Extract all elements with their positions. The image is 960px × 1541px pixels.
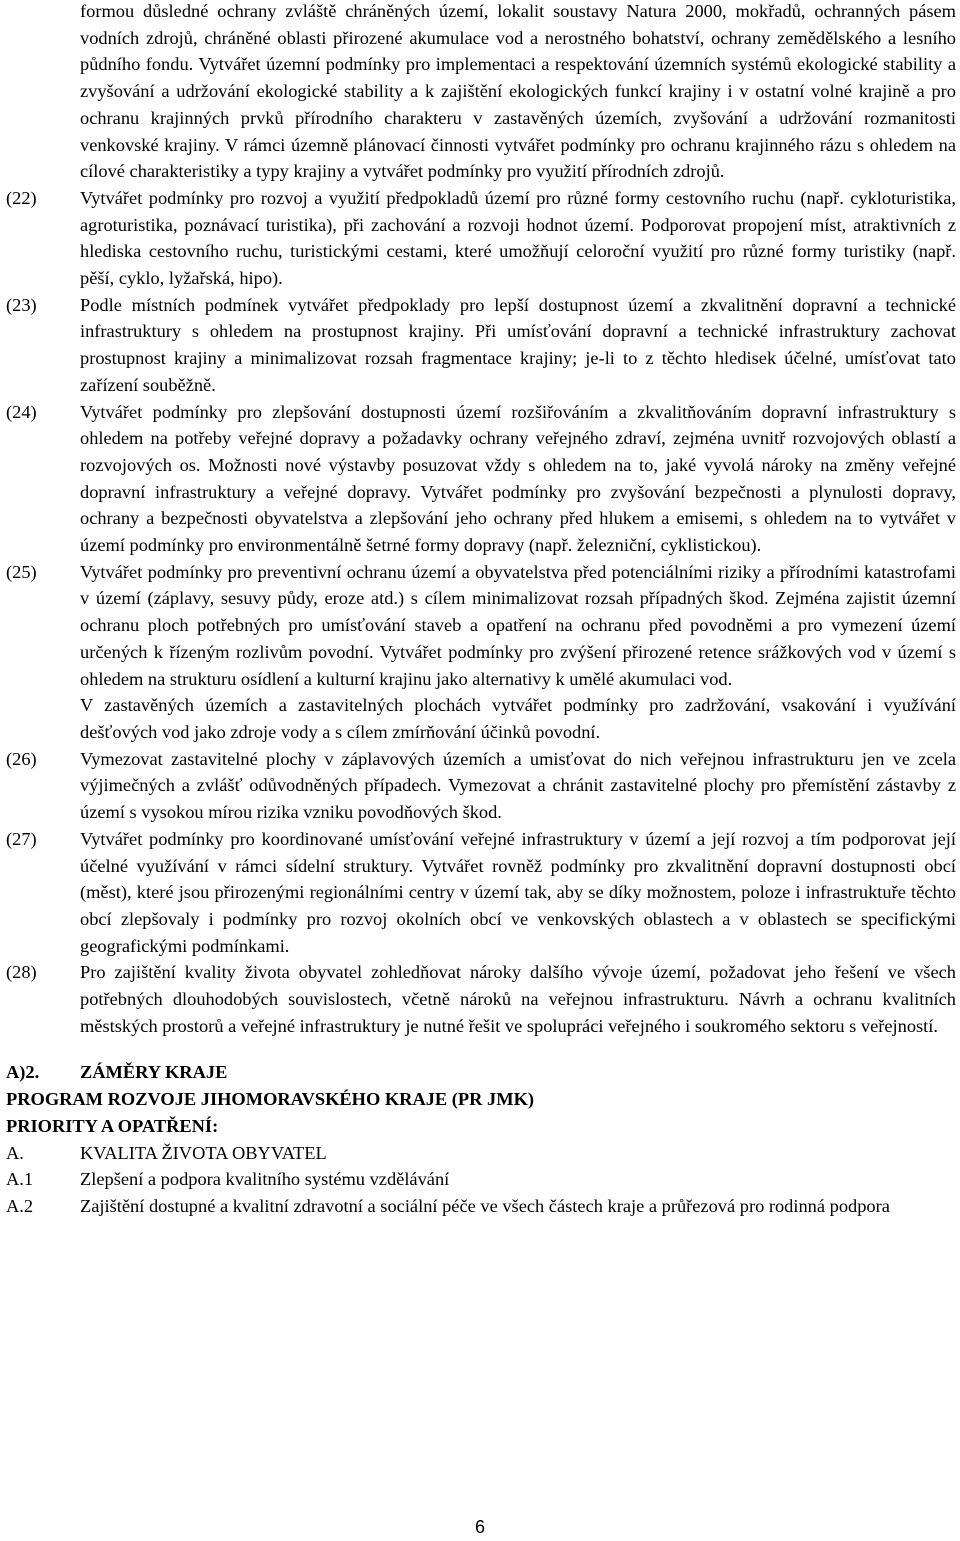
intro-continuation bbox=[80, 0, 956, 185]
list-item-24 bbox=[6, 399, 956, 559]
priority-entry bbox=[6, 1193, 956, 1220]
section-heading bbox=[6, 1059, 956, 1086]
priority-entry bbox=[6, 1140, 956, 1167]
section-number: A)2. bbox=[6, 1062, 40, 1083]
item-paragraph: V zastavěných územích a zastavitelných plochách vytvářet podmínky pro zadržování, vsakování i využívání dešťových vod jako zdroje vody a s cílem zmírňování účinků povodní. bbox=[80, 695, 956, 742]
entry-number: A.2 bbox=[6, 1195, 34, 1216]
item-number: (24) bbox=[6, 401, 37, 422]
entry-number: A.1 bbox=[6, 1169, 34, 1190]
item-number: (28) bbox=[6, 962, 37, 983]
list-item-22 bbox=[6, 185, 956, 292]
item-paragraph: Podle místních podmínek vytvářet předpoklady pro lepší dostupnost území a zkvalitnění dopravní a technické infrastruktury s ohledem na prostupnost krajiny. Při umísťování dopravní a technické infrastruktury zachovat prostupnost krajiny a minimalizovat rozsah fragmentace krajiny; je-li to z těchto hledisek účelné, umísťovat tato zařízení souběžně. bbox=[80, 294, 956, 395]
list-item-23 bbox=[6, 292, 956, 399]
item-number: (26) bbox=[6, 748, 37, 769]
item-number: (22) bbox=[6, 187, 37, 208]
entry-text: KVALITA ŽIVOTA OBYVATEL bbox=[80, 1142, 327, 1163]
item-number: (25) bbox=[6, 561, 37, 582]
item-paragraph: Vymezovat zastavitelné plochy v záplavových územích a umisťovat do nich veřejnou infrastrukturu jen ve zcela výjimečných a zvlášť odůvodněných případech. Vymezovat a chránit zastavitelné plochy pro přemístění zástavby z území s vysokou mírou rizika vzniku povodňových škod. bbox=[80, 748, 956, 823]
item-paragraph: Pro zajištění kvality života obyvatel zohledňovat nároky dalšího vývoje území, požadovat jeho řešení ve všech potřebných dlouhodobých souvislostech, včetně nároků na veřejnou infrastrukturu. Návrh a ochranu kvalitních městských prostorů a veřejné infrastruktury je nutné řešit ve spolupráci veřejného i soukromého sektoru s veřejností. bbox=[80, 962, 956, 1036]
item-paragraph: Vytvářet podmínky pro preventivní ochranu území a obyvatelstva před potenciálními riziky a přírodními katastrofami v území (záplavy, sesuvy půdy, eroze atd.) s cílem minimalizovat rozsah případných škod. Zejména zajistit územní ochranu ploch potřebných pro umísťování staveb a opatření na ochranu před povodněmi a pro vymezení území určených k řízeným rozlivům povodní. Vytvářet podmínky pro zvýšení přirozené retence srážkových vod v území s ohledem na strukturu osídlení a kulturní krajinu jako alternativy k umělé akumulaci vod. bbox=[80, 561, 956, 689]
list-item-25 bbox=[6, 559, 956, 746]
list-item-27 bbox=[6, 826, 956, 960]
program-heading: PROGRAM ROZVOJE JIHOMORAVSKÉHO KRAJE (PR JMK) bbox=[6, 1089, 535, 1110]
item-number: (23) bbox=[6, 294, 37, 315]
page-number: 6 bbox=[474, 1517, 485, 1537]
list-item-28 bbox=[6, 959, 956, 1039]
priorities-heading: PRIORITY A OPATŘENÍ: bbox=[6, 1115, 219, 1136]
list-item-26 bbox=[6, 746, 956, 826]
section-title: ZÁMĚRY KRAJE bbox=[80, 1062, 228, 1083]
priority-entry bbox=[6, 1166, 956, 1193]
item-paragraph: Vytvářet podmínky pro zlepšování dostupnosti území rozšiřováním a zkvalitňováním dopravní infrastruktury s ohledem na potřeby veřejné dopravy a požadavky ochrany veřejného zdraví, zejména uvnitř rozvojových oblastí a rozvojových os. Možnosti nové výstavby posuzovat vždy s ohledem na to, jaké vyvolá nároky na změny veřejné dopravní infrastruktury a veřejné dopravy. Vytvářet podmínky pro zvyšování bezpečnosti a plynulosti dopravy, ochrany a bezpečnosti obyvatelstva a zlepšování jeho ochrany před hlukem a emisemi, s ohledem na to vytvářet v území podmínky pro environmentálně šetrné formy dopravy (např. železniční, cyklistickou). bbox=[80, 401, 956, 556]
spacer bbox=[6, 1039, 956, 1059]
item-number: (27) bbox=[6, 828, 37, 849]
intro-paragraph: formou důsledné ochrany zvláště chráněných území, lokalit soustavy Natura 2000, mokřadů, ochranných pásem vodních zdrojů, chráněné oblasti přirozené akumulace vod a nerostného bohatství, ochrany zemědělského a lesního půdního fondu. Vytvářet územní podmínky pro implementaci a respektování územních systémů ekologické stability a zvyšování a udržování ekologické stability a k zajištění ekologických funkcí krajiny i v ostatní volné krajině a pro ochranu krajinných prvků přírodního charakteru v zastavěných územích, zvyšování a udržování rozmanitosti venkovské krajiny. V rámci územně plánovací činnosti vytvářet podmínky pro ochranu krajinného rázu s ohledem na cílové charakteristiky a typy krajiny a vytvářet podmínky pro využití přírodních zdrojů. bbox=[80, 1, 956, 182]
entry-text: Zajištění dostupné a kvalitní zdravotní a sociální péče ve všech částech kraje a průřezová pro rodinná podpora bbox=[80, 1195, 890, 1216]
entry-text: Zlepšení a podpora kvalitního systému vzdělávání bbox=[80, 1169, 450, 1190]
item-paragraph: Vytvářet podmínky pro rozvoj a využití předpokladů území pro různé formy cestovního ruchu (např. cykloturistika, agroturistika, poznávací turistika), při zachování a rozvoji hodnot území. Podporovat propojení míst, atraktivních z hlediska cestovního ruchu, turistickými cestami, které umožňují celoroční využití pro různé formy turistiky (např. pěší, cyklo, lyžařská, hipo). bbox=[80, 187, 956, 289]
entry-number: A. bbox=[6, 1142, 24, 1163]
document-page bbox=[6, 0, 956, 1220]
item-paragraph: Vytvářet podmínky pro koordinované umísťování veřejné infrastruktury v území a její rozvoj a tím podporovat její účelné využívání v rámci sídelní struktury. Vytvářet rovněž podmínky pro zkvalitnění dopravní dostupnosti obcí (měst), které jsou přirozenými regionálními centry v území tak, aby se díky možnostem, poloze i infrastruktuře těchto obcí zlepšovaly i podmínky pro rozvoj okolních obcí ve venkovských oblastech a v oblastech se specifickými geografickými podmínkami. bbox=[80, 828, 956, 956]
